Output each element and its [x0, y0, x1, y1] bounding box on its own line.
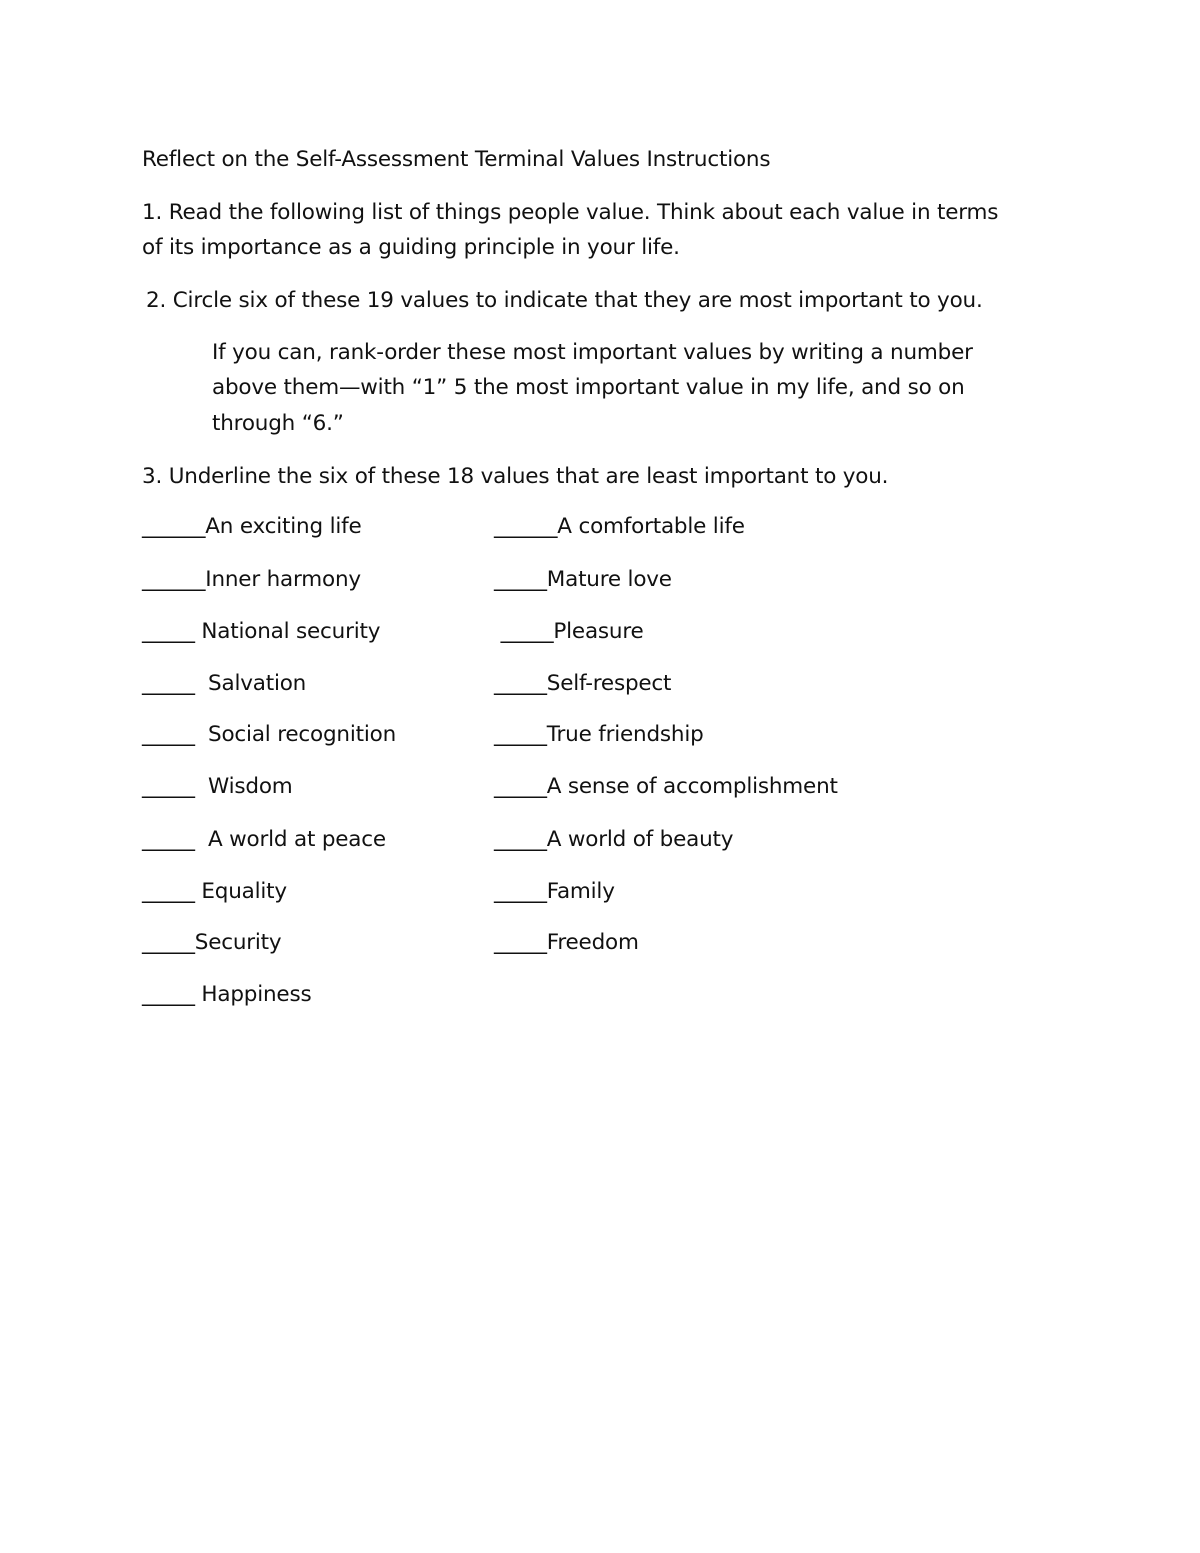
value-item: _____ A world at peace [142, 827, 386, 852]
rank-note-line-1: If you can, rank-order these most important values by writing a number [212, 340, 973, 365]
value-item: _____Security [142, 930, 282, 955]
value-item: _____A sense of accomplishment [494, 774, 838, 799]
value-item: _____ Equality [142, 879, 287, 904]
value-item: _____True friendship [494, 722, 704, 747]
instruction-step-3: 3. Underline the six of these 18 values that are least important to you. [142, 464, 889, 489]
value-item: _____ Wisdom [142, 774, 293, 799]
value-item: _____Pleasure [494, 619, 644, 644]
value-item: _____Freedom [494, 930, 639, 955]
value-item: _____ National security [142, 619, 381, 644]
value-item: ______Inner harmony [142, 567, 361, 592]
value-item: _____Family [494, 879, 615, 904]
rank-note-line-2: above them—with “1” 5 the most important value in my life, and so on [212, 375, 965, 400]
value-item: _____ Happiness [142, 982, 312, 1007]
rank-note-line-3: through “6.” [212, 411, 344, 436]
value-item: _____Mature love [494, 567, 672, 592]
value-item: _____ Social recognition [142, 722, 396, 747]
value-item: _____Self-respect [494, 671, 672, 696]
value-item: _____ Salvation [142, 671, 307, 696]
instruction-step-1-line-2: of its importance as a guiding principle in your life. [142, 235, 680, 260]
document-title: Reflect on the Self-Assessment Terminal Values Instructions [142, 147, 771, 172]
value-item: _____A world of beauty [494, 827, 734, 852]
value-item: ______An exciting life [142, 514, 362, 539]
instruction-step-1-line-1: 1. Read the following list of things people value. Think about each value in terms [142, 200, 999, 225]
value-item: ______A comfortable life [494, 514, 745, 539]
instruction-step-2: 2. Circle six of these 19 values to indicate that they are most important to you. [146, 288, 983, 313]
